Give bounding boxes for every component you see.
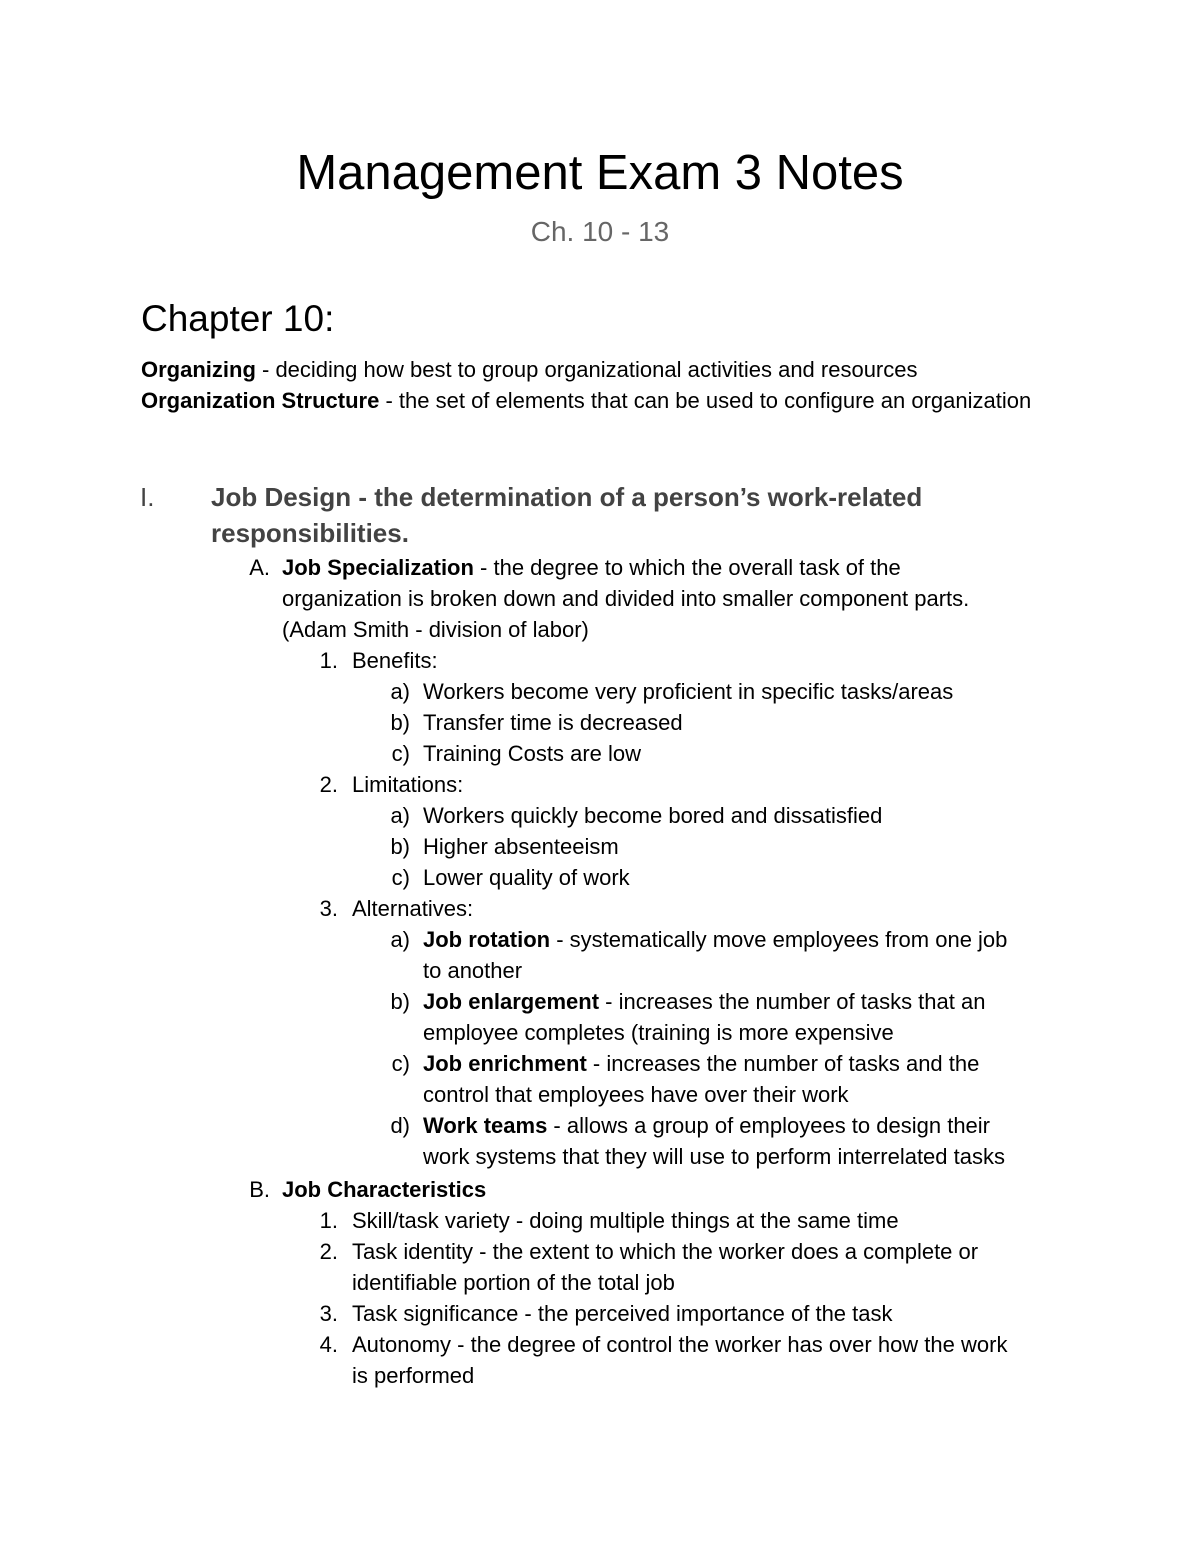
list-term: Job enrichment	[423, 1051, 587, 1076]
item-term: Job Characteristics	[282, 1177, 487, 1202]
list-text: Transfer time is decreased	[423, 710, 683, 735]
list-text-line1: - increases the number of tasks that an	[599, 989, 986, 1014]
list-text-line2: employee completes (training is more expensive	[423, 1020, 894, 1045]
definitions-block	[141, 354, 1051, 416]
list-text-line2: work systems that they will use to perform interrelated tasks	[423, 1144, 1005, 1169]
item-text: - the degree to which the overall task of the	[473, 555, 901, 580]
list-text: Workers quickly become bored and dissatisfied	[423, 803, 883, 828]
item-a-line2: organization is broken down and divided into smaller component parts.	[282, 586, 970, 611]
list-marker: d)	[390, 1113, 410, 1138]
list-term: Job rotation	[423, 927, 551, 952]
list-label: Limitations:	[352, 772, 464, 797]
list-text: Task identity - the extent to which the worker does a complete or	[352, 1239, 979, 1264]
list-text: Skill/task variety - doing multiple things at the same time	[352, 1208, 899, 1233]
list-marker: c)	[391, 865, 410, 890]
list-marker: A.	[249, 555, 270, 580]
list-text-line2: control that employees have over their work	[423, 1082, 849, 1107]
list-marker: 2.	[319, 1239, 338, 1264]
list-text: Task significance - the perceived importance of the task	[352, 1301, 893, 1326]
list-marker: c)	[391, 1051, 410, 1076]
list-term: Work teams	[423, 1113, 548, 1138]
list-text-line2: identifiable portion of the total job	[352, 1270, 675, 1295]
list-text	[423, 1110, 990, 1141]
list-text: Training Costs are low	[423, 741, 642, 766]
definition-text: - the set of elements that can be used to configure an organization	[379, 388, 1032, 413]
document-subtitle: Ch. 10 - 13	[530, 216, 670, 247]
list-marker: 2.	[319, 772, 338, 797]
section-text-cont: responsibilities.	[211, 518, 409, 548]
item-term: Job Specialization	[282, 555, 474, 580]
list-text: Lower quality of work	[423, 865, 630, 890]
list-term: Job enlargement	[423, 989, 600, 1014]
definition-organizing	[141, 354, 1051, 385]
list-text-line1: - allows a group of employees to design their	[547, 1113, 990, 1138]
list-text	[423, 1048, 979, 1079]
item-b-term-wrap	[282, 1174, 486, 1205]
list-marker: b)	[390, 834, 410, 859]
list-marker: 3.	[319, 896, 338, 921]
list-text-line1: - systematically move employees from one job	[550, 927, 1008, 952]
item-a-line1	[282, 552, 901, 583]
list-text: Workers become very proficient in specific tasks/areas	[423, 679, 954, 704]
section-term: Job Design	[211, 482, 352, 512]
list-marker: 1.	[319, 648, 338, 673]
definition-organization-structure	[141, 385, 1051, 416]
list-text-line2: is performed	[352, 1363, 475, 1388]
section-text: - the determination of a person’s work-related	[351, 482, 923, 512]
list-text-line1: - increases the number of tasks and the	[586, 1051, 980, 1076]
chapter-heading: Chapter 10:	[141, 298, 335, 339]
list-marker: a)	[390, 927, 410, 952]
list-text: Autonomy - the degree of control the worker has over how the work	[352, 1332, 1008, 1357]
item-a-line3: (Adam Smith - division of labor)	[282, 617, 589, 642]
section-i-line1	[211, 480, 922, 515]
list-text-line2: to another	[423, 958, 523, 983]
list-marker: b)	[390, 710, 410, 735]
list-marker: a)	[390, 803, 410, 828]
definition-term: Organizing	[141, 357, 256, 382]
list-marker: b)	[390, 989, 410, 1014]
list-marker: 3.	[319, 1301, 338, 1326]
document-title: Management Exam 3 Notes	[296, 146, 904, 200]
list-marker: I.	[140, 482, 155, 512]
list-text	[423, 986, 985, 1017]
definition-term: Organization Structure	[141, 388, 380, 413]
list-marker: 4.	[319, 1332, 338, 1357]
list-marker: c)	[391, 741, 410, 766]
definition-text: - deciding how best to group organizational activities and resources	[255, 357, 918, 382]
list-label: Benefits:	[352, 648, 438, 673]
list-text	[423, 924, 1007, 955]
list-label: Alternatives:	[352, 896, 474, 921]
list-marker: a)	[390, 679, 410, 704]
list-marker: 1.	[319, 1208, 338, 1233]
list-marker: B.	[249, 1177, 270, 1202]
section-i-continuation	[211, 516, 409, 551]
list-text: Higher absenteeism	[423, 834, 619, 859]
